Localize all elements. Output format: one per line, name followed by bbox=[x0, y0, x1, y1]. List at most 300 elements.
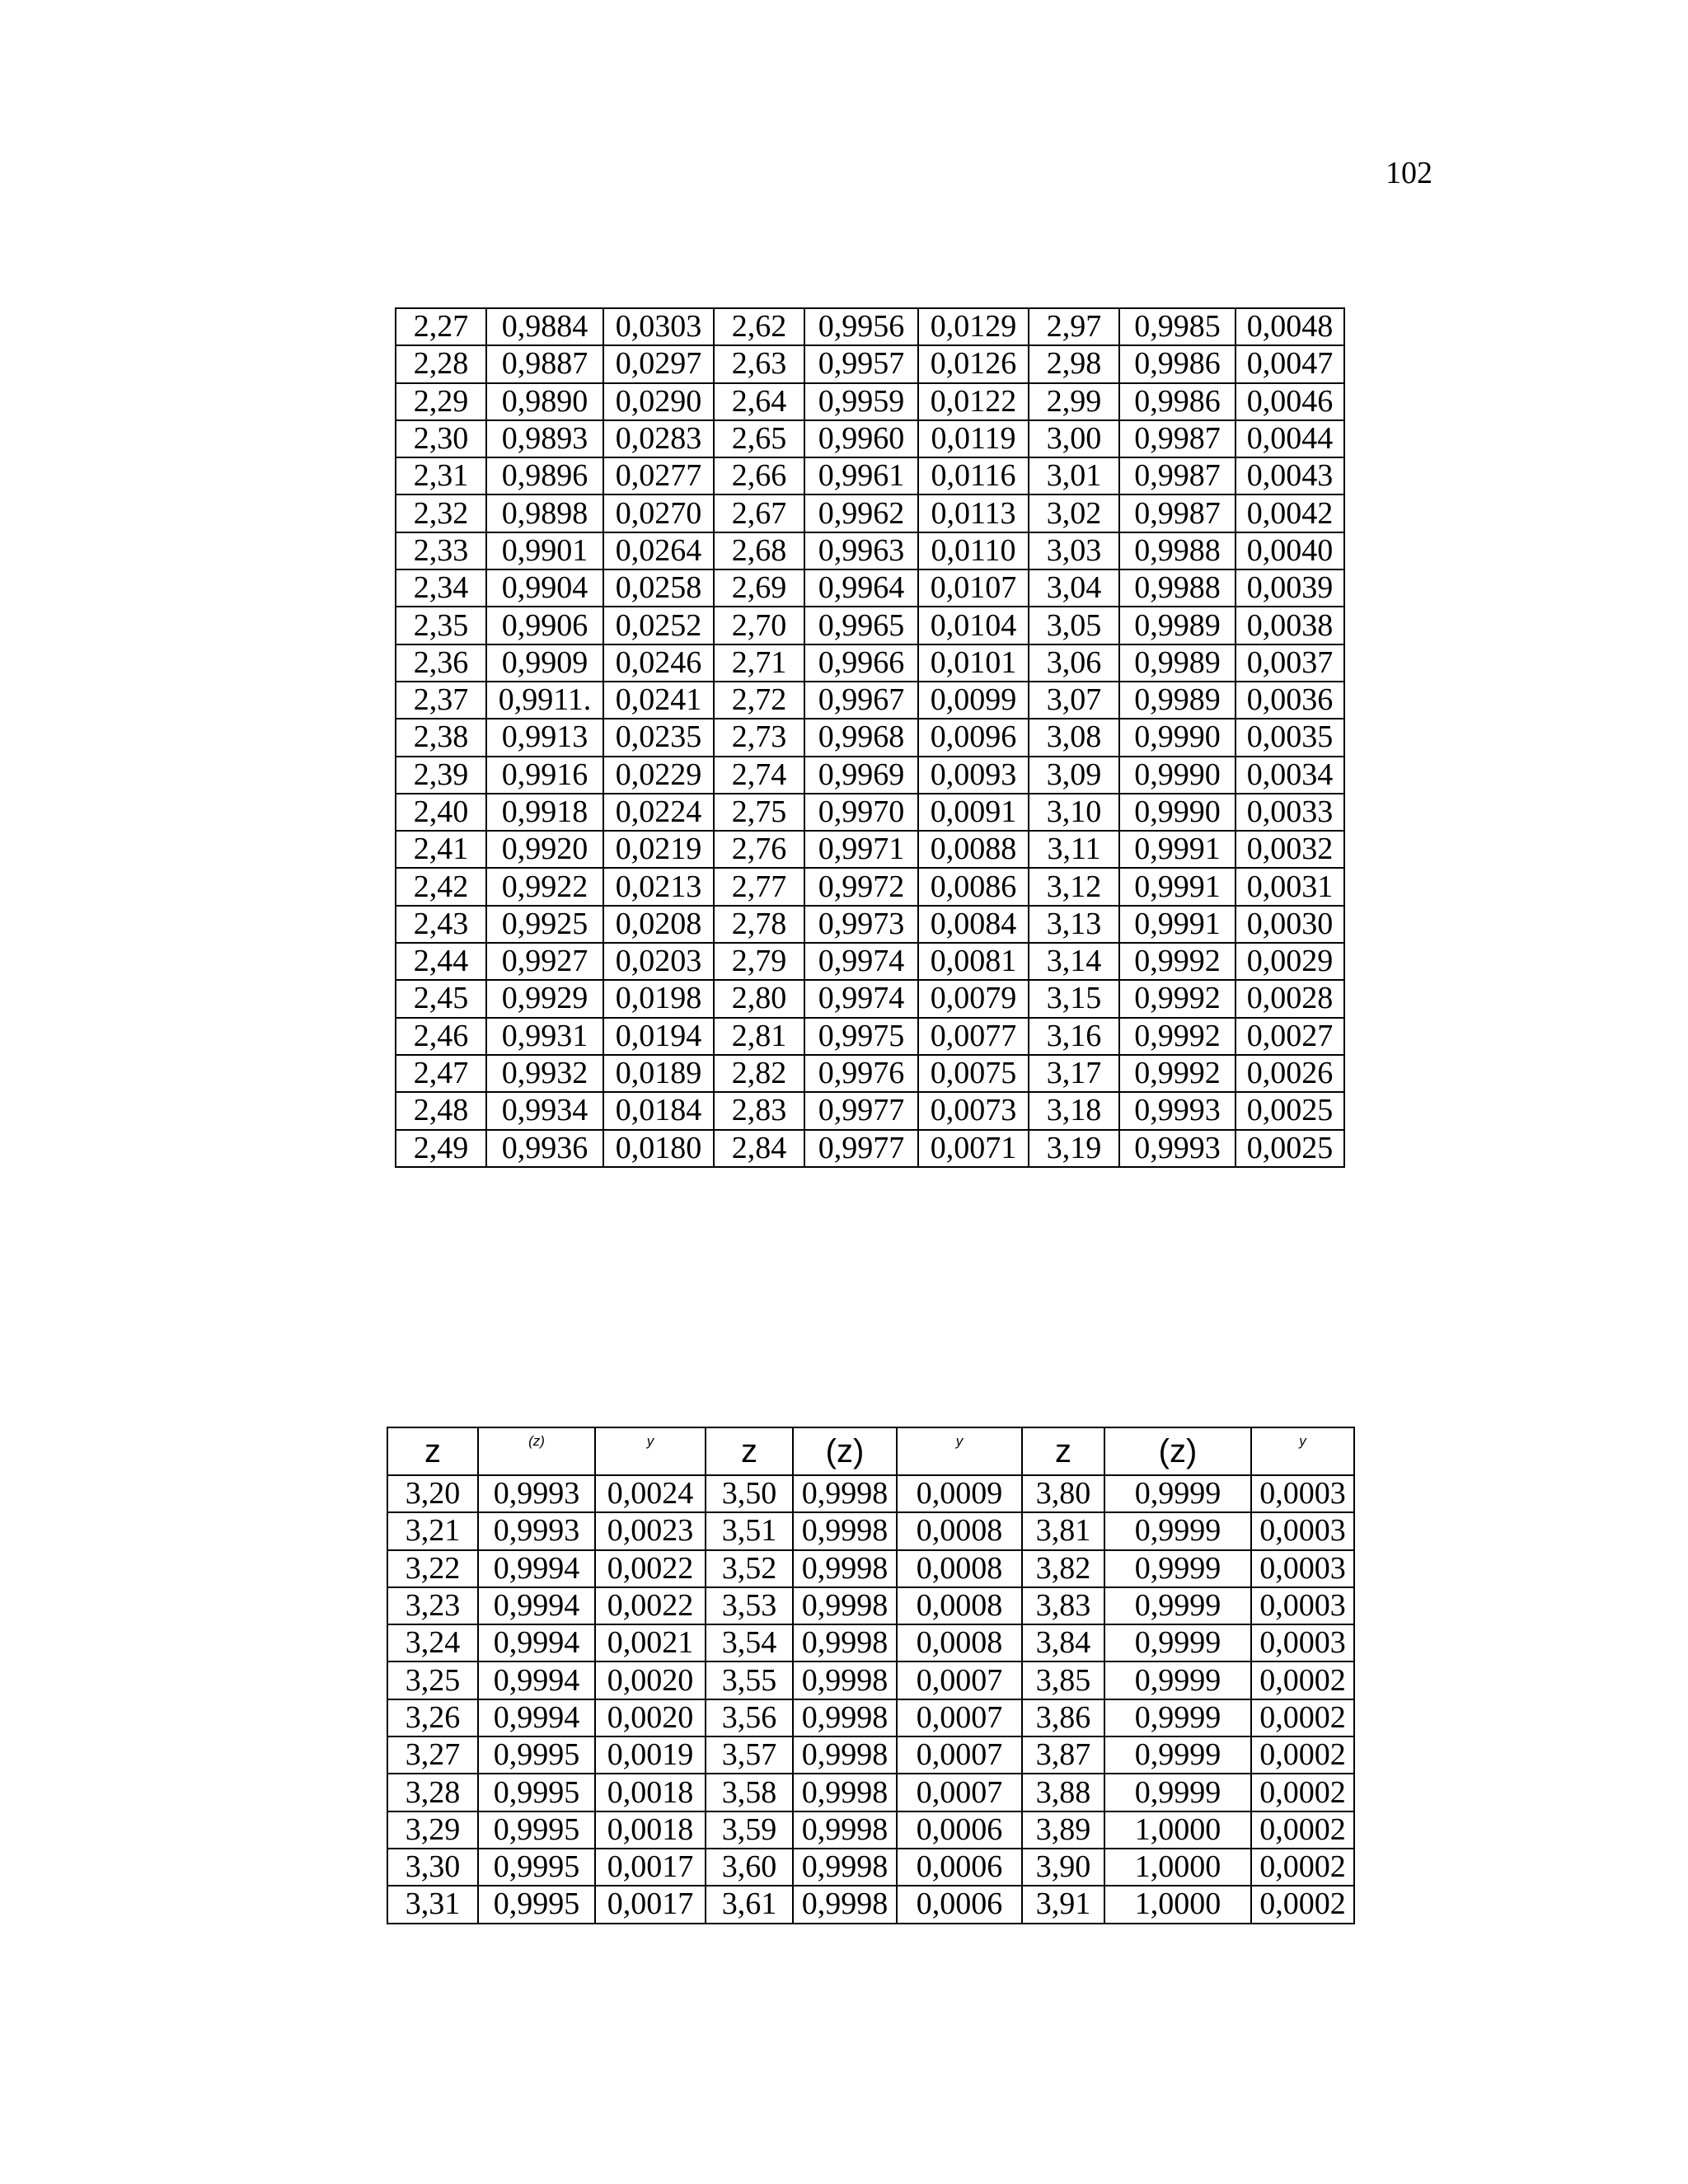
table-cell: 2,69 bbox=[714, 569, 804, 607]
table-cell: 0,0071 bbox=[918, 1130, 1029, 1167]
table-cell: 0,0024 bbox=[595, 1475, 706, 1512]
table-cell: 2,28 bbox=[396, 345, 486, 382]
table-cell: 0,0009 bbox=[897, 1475, 1022, 1512]
table-cell: 0,9998 bbox=[793, 1624, 897, 1661]
table-cell: 2,74 bbox=[714, 757, 804, 794]
table-cell: 0,0219 bbox=[603, 831, 714, 868]
table-cell: 0,0122 bbox=[918, 383, 1029, 420]
table-cell: 2,45 bbox=[396, 980, 486, 1017]
table-cell: 0,9992 bbox=[1119, 943, 1236, 980]
table-cell: 0,9970 bbox=[804, 794, 918, 831]
table-row bbox=[387, 1849, 1354, 1886]
table-cell: 3,30 bbox=[387, 1849, 478, 1886]
table-cell: 0,9998 bbox=[793, 1886, 897, 1923]
table-cell: 3,87 bbox=[1022, 1736, 1104, 1774]
header-phi-z: (z) bbox=[793, 1427, 897, 1475]
table-cell: 3,02 bbox=[1029, 494, 1119, 532]
table-cell: 0,9974 bbox=[804, 943, 918, 980]
table-cell: 0,0038 bbox=[1236, 607, 1344, 644]
table-cell: 2,66 bbox=[714, 457, 804, 494]
table-cell: 0,9990 bbox=[1119, 719, 1236, 756]
table-cell: 0,9991 bbox=[1119, 831, 1236, 868]
table-cell: 0,0213 bbox=[603, 868, 714, 905]
table-cell: 0,0021 bbox=[595, 1624, 706, 1661]
table-cell: 0,9998 bbox=[793, 1661, 897, 1699]
table-cell: 0,9998 bbox=[793, 1475, 897, 1512]
table-cell: 2,39 bbox=[396, 757, 486, 794]
table-cell: 0,0022 bbox=[595, 1550, 706, 1587]
table-cell: 0,0036 bbox=[1236, 682, 1344, 719]
header-z: z bbox=[387, 1427, 478, 1475]
table-cell: 0,9913 bbox=[486, 719, 603, 756]
table-cell: 0,9971 bbox=[804, 831, 918, 868]
table-cell: 3,17 bbox=[1029, 1055, 1119, 1092]
table-cell: 2,30 bbox=[396, 420, 486, 457]
table-cell: 0,0002 bbox=[1251, 1774, 1354, 1811]
table-cell: 0,9987 bbox=[1119, 420, 1236, 457]
table-row bbox=[396, 644, 1344, 682]
table-cell: 0,0099 bbox=[918, 682, 1029, 719]
table-cell: 0,0007 bbox=[897, 1661, 1022, 1699]
table-cell: 0,0283 bbox=[603, 420, 714, 457]
table-cell: 3,84 bbox=[1022, 1624, 1104, 1661]
table-cell: 2,41 bbox=[396, 831, 486, 868]
table-row bbox=[396, 906, 1344, 943]
table-cell: 3,27 bbox=[387, 1736, 478, 1774]
table-cell: 0,0002 bbox=[1251, 1811, 1354, 1849]
table-cell: 0,9989 bbox=[1119, 682, 1236, 719]
table-cell: 3,53 bbox=[706, 1587, 793, 1624]
table-cell: 0,9991 bbox=[1119, 868, 1236, 905]
table-row bbox=[396, 1055, 1344, 1092]
table-cell: 3,01 bbox=[1029, 457, 1119, 494]
table-cell: 1,0000 bbox=[1104, 1849, 1251, 1886]
table-cell: 3,20 bbox=[387, 1475, 478, 1512]
table-cell: 0,0018 bbox=[595, 1811, 706, 1849]
table-row bbox=[396, 1130, 1344, 1167]
table-row bbox=[396, 831, 1344, 868]
table-cell: 0,0044 bbox=[1236, 420, 1344, 457]
table-cell: 3,03 bbox=[1029, 532, 1119, 569]
table-cell: 0,0003 bbox=[1251, 1550, 1354, 1587]
table-cell: 0,0264 bbox=[603, 532, 714, 569]
table-cell: 3,18 bbox=[1029, 1092, 1119, 1129]
table-cell: 3,59 bbox=[706, 1811, 793, 1849]
table-cell: 2,38 bbox=[396, 719, 486, 756]
table-cell: 0,9985 bbox=[1119, 308, 1236, 345]
table-cell: 0,0033 bbox=[1236, 794, 1344, 831]
table-cell: 0,0032 bbox=[1236, 831, 1344, 868]
table-cell: 0,0003 bbox=[1251, 1624, 1354, 1661]
table-cell: 2,43 bbox=[396, 906, 486, 943]
table-cell: 0,9993 bbox=[1119, 1130, 1236, 1167]
table-cell: 0,9991 bbox=[1119, 906, 1236, 943]
table-cell: 0,9999 bbox=[1104, 1699, 1251, 1736]
table-cell: 0,0203 bbox=[603, 943, 714, 980]
table-cell: 3,81 bbox=[1022, 1512, 1104, 1549]
table-cell: 0,9993 bbox=[478, 1512, 595, 1549]
table-cell: 2,84 bbox=[714, 1130, 804, 1167]
table-cell: 0,0023 bbox=[595, 1512, 706, 1549]
table-cell: 0,0252 bbox=[603, 607, 714, 644]
table-cell: 0,0020 bbox=[595, 1661, 706, 1699]
table-cell: 0,9999 bbox=[1104, 1774, 1251, 1811]
table-cell: 0,9893 bbox=[486, 420, 603, 457]
table-cell: 3,25 bbox=[387, 1661, 478, 1699]
table-row bbox=[387, 1811, 1354, 1849]
table-row bbox=[387, 1587, 1354, 1624]
table-cell: 0,9927 bbox=[486, 943, 603, 980]
table-cell: 3,24 bbox=[387, 1624, 478, 1661]
table-cell: 0,9973 bbox=[804, 906, 918, 943]
table-cell: 0,0093 bbox=[918, 757, 1029, 794]
table-cell: 0,9932 bbox=[486, 1055, 603, 1092]
normal-distribution-table-upper bbox=[395, 307, 1345, 1168]
table-cell: 2,63 bbox=[714, 345, 804, 382]
table-cell: 0,0025 bbox=[1236, 1130, 1344, 1167]
table-cell: 0,0229 bbox=[603, 757, 714, 794]
table-cell: 0,0042 bbox=[1236, 494, 1344, 532]
table-cell: 3,56 bbox=[706, 1699, 793, 1736]
table-cell: 2,98 bbox=[1029, 345, 1119, 382]
page-number: 102 bbox=[1386, 156, 1432, 190]
table-cell: 2,44 bbox=[396, 943, 486, 980]
table-cell: 0,9999 bbox=[1104, 1475, 1251, 1512]
table-cell: 0,9994 bbox=[478, 1550, 595, 1587]
table-cell: 0,9974 bbox=[804, 980, 918, 1017]
table-cell: 3,90 bbox=[1022, 1849, 1104, 1886]
table-row bbox=[396, 1018, 1344, 1055]
table-cell: 3,16 bbox=[1029, 1018, 1119, 1055]
table-row bbox=[387, 1550, 1354, 1587]
table-cell: 0,0189 bbox=[603, 1055, 714, 1092]
table-cell: 2,65 bbox=[714, 420, 804, 457]
table-cell: 0,9965 bbox=[804, 607, 918, 644]
header-z: z bbox=[1022, 1427, 1104, 1475]
table-cell: 3,50 bbox=[706, 1475, 793, 1512]
table-cell: 0,0008 bbox=[897, 1624, 1022, 1661]
table-cell: 0,0025 bbox=[1236, 1092, 1344, 1129]
table-cell: 0,0119 bbox=[918, 420, 1029, 457]
table-cell: 3,08 bbox=[1029, 719, 1119, 756]
table-cell: 3,82 bbox=[1022, 1550, 1104, 1587]
table-cell: 0,9998 bbox=[793, 1774, 897, 1811]
table-cell: 2,97 bbox=[1029, 308, 1119, 345]
table-cell: 0,0006 bbox=[897, 1849, 1022, 1886]
table-cell: 3,26 bbox=[387, 1699, 478, 1736]
table-cell: 3,83 bbox=[1022, 1587, 1104, 1624]
table-cell: 0,0101 bbox=[918, 644, 1029, 682]
table-cell: 0,9962 bbox=[804, 494, 918, 532]
table-cell: 0,9906 bbox=[486, 607, 603, 644]
table-cell: 0,0003 bbox=[1251, 1475, 1354, 1512]
table-cell: 2,34 bbox=[396, 569, 486, 607]
table-cell: 3,19 bbox=[1029, 1130, 1119, 1167]
table-cell: 0,0008 bbox=[897, 1550, 1022, 1587]
table-cell: 0,9963 bbox=[804, 532, 918, 569]
table-cell: 0,9964 bbox=[804, 569, 918, 607]
table-cell: 0,9969 bbox=[804, 757, 918, 794]
table-cell: 0,0126 bbox=[918, 345, 1029, 382]
table-cell: 3,54 bbox=[706, 1624, 793, 1661]
table-cell: 3,58 bbox=[706, 1774, 793, 1811]
table-cell: 0,9995 bbox=[478, 1736, 595, 1774]
table-cell: 2,73 bbox=[714, 719, 804, 756]
table-cell: 0,9957 bbox=[804, 345, 918, 382]
table-cell: 0,9916 bbox=[486, 757, 603, 794]
table-cell: 2,27 bbox=[396, 308, 486, 345]
table-cell: 0,0297 bbox=[603, 345, 714, 382]
table-cell: 0,9993 bbox=[1119, 1092, 1236, 1129]
table-cell: 3,89 bbox=[1022, 1811, 1104, 1849]
table-cell: 0,9929 bbox=[486, 980, 603, 1017]
table-row bbox=[396, 569, 1344, 607]
table-cell: 2,71 bbox=[714, 644, 804, 682]
table-cell: 2,67 bbox=[714, 494, 804, 532]
table-cell: 3,07 bbox=[1029, 682, 1119, 719]
table-cell: 0,9959 bbox=[804, 383, 918, 420]
table-cell: 3,28 bbox=[387, 1774, 478, 1811]
table-cell: 0,0075 bbox=[918, 1055, 1029, 1092]
table-cell: 0,0027 bbox=[1236, 1018, 1344, 1055]
table-cell: 3,23 bbox=[387, 1587, 478, 1624]
table-cell: 0,9999 bbox=[1104, 1736, 1251, 1774]
table-cell: 0,0035 bbox=[1236, 719, 1344, 756]
table-cell: 0,0039 bbox=[1236, 569, 1344, 607]
table-cell: 0,0002 bbox=[1251, 1849, 1354, 1886]
table-cell: 0,9920 bbox=[486, 831, 603, 868]
table-cell: 0,9931 bbox=[486, 1018, 603, 1055]
table-cell: 0,9989 bbox=[1119, 644, 1236, 682]
table-cell: 0,9977 bbox=[804, 1130, 918, 1167]
table-cell: 2,72 bbox=[714, 682, 804, 719]
table-cell: 3,52 bbox=[706, 1550, 793, 1587]
table-row bbox=[387, 1624, 1354, 1661]
table-cell: 2,68 bbox=[714, 532, 804, 569]
table-cell: 0,9990 bbox=[1119, 794, 1236, 831]
table-cell: 0,0002 bbox=[1251, 1661, 1354, 1699]
table-cell: 0,9987 bbox=[1119, 494, 1236, 532]
table-cell: 0,9887 bbox=[486, 345, 603, 382]
table-cell: 0,9992 bbox=[1119, 1018, 1236, 1055]
table-cell: 0,0003 bbox=[1251, 1587, 1354, 1624]
table-cell: 0,0270 bbox=[603, 494, 714, 532]
table-cell: 0,9988 bbox=[1119, 569, 1236, 607]
table-cell: 0,9918 bbox=[486, 794, 603, 831]
table-cell: 0,0107 bbox=[918, 569, 1029, 607]
table-cell: 0,9999 bbox=[1104, 1587, 1251, 1624]
table-2-body bbox=[387, 1475, 1354, 1924]
table-cell: 0,0034 bbox=[1236, 757, 1344, 794]
table-cell: 3,06 bbox=[1029, 644, 1119, 682]
header-y: y bbox=[1251, 1427, 1354, 1475]
table-cell: 3,91 bbox=[1022, 1886, 1104, 1923]
table-cell: 0,0235 bbox=[603, 719, 714, 756]
table-cell: 3,57 bbox=[706, 1736, 793, 1774]
table-cell: 0,9972 bbox=[804, 868, 918, 905]
table-cell: 0,0184 bbox=[603, 1092, 714, 1129]
table-cell: 0,9922 bbox=[486, 868, 603, 905]
table-cell: 2,99 bbox=[1029, 383, 1119, 420]
table-cell: 0,9967 bbox=[804, 682, 918, 719]
table-cell: 0,0002 bbox=[1251, 1736, 1354, 1774]
table-cell: 2,82 bbox=[714, 1055, 804, 1092]
table-cell: 3,29 bbox=[387, 1811, 478, 1849]
table-cell: 0,9995 bbox=[478, 1886, 595, 1923]
table-cell: 1,0000 bbox=[1104, 1811, 1251, 1849]
table-cell: 2,29 bbox=[396, 383, 486, 420]
table-cell: 0,9987 bbox=[1119, 457, 1236, 494]
table-cell: 0,0006 bbox=[897, 1811, 1022, 1849]
table-cell: 0,9909 bbox=[486, 644, 603, 682]
table-cell: 0,0002 bbox=[1251, 1699, 1354, 1736]
table-cell: 3,85 bbox=[1022, 1661, 1104, 1699]
table-cell: 2,33 bbox=[396, 532, 486, 569]
table-row bbox=[396, 794, 1344, 831]
table-cell: 0,0290 bbox=[603, 383, 714, 420]
table-cell: 2,42 bbox=[396, 868, 486, 905]
table-cell: 0,0040 bbox=[1236, 532, 1344, 569]
table-cell: 0,9993 bbox=[478, 1475, 595, 1512]
table-cell: 0,9999 bbox=[1104, 1512, 1251, 1549]
table-cell: 3,21 bbox=[387, 1512, 478, 1549]
table-cell: 2,40 bbox=[396, 794, 486, 831]
table-row bbox=[396, 383, 1344, 420]
table-cell: 2,62 bbox=[714, 308, 804, 345]
table-cell: 3,31 bbox=[387, 1886, 478, 1923]
table-cell: 0,9904 bbox=[486, 569, 603, 607]
table-cell: 0,0084 bbox=[918, 906, 1029, 943]
table-cell: 0,9896 bbox=[486, 457, 603, 494]
table-cell: 0,9998 bbox=[793, 1736, 897, 1774]
table-cell: 0,0073 bbox=[918, 1092, 1029, 1129]
table-cell: 0,9986 bbox=[1119, 345, 1236, 382]
table-cell: 0,0017 bbox=[595, 1886, 706, 1923]
table-cell: 2,64 bbox=[714, 383, 804, 420]
table-cell: 2,49 bbox=[396, 1130, 486, 1167]
table-cell: 0,9999 bbox=[1104, 1550, 1251, 1587]
table-cell: 0,9911. bbox=[486, 682, 603, 719]
table-cell: 0,0026 bbox=[1236, 1055, 1344, 1092]
table-cell: 3,04 bbox=[1029, 569, 1119, 607]
table-cell: 3,10 bbox=[1029, 794, 1119, 831]
table-cell: 0,9986 bbox=[1119, 383, 1236, 420]
table-cell: 0,0224 bbox=[603, 794, 714, 831]
table-cell: 2,83 bbox=[714, 1092, 804, 1129]
table-cell: 2,80 bbox=[714, 980, 804, 1017]
table-cell: 0,9989 bbox=[1119, 607, 1236, 644]
table-cell: 0,0303 bbox=[603, 308, 714, 345]
header-y: y bbox=[595, 1427, 706, 1475]
table-cell: 0,9999 bbox=[1104, 1661, 1251, 1699]
table-cell: 0,0116 bbox=[918, 457, 1029, 494]
table-cell: 0,9961 bbox=[804, 457, 918, 494]
table-cell: 0,9898 bbox=[486, 494, 603, 532]
table-cell: 0,9968 bbox=[804, 719, 918, 756]
table-cell: 1,0000 bbox=[1104, 1886, 1251, 1923]
table-cell: 0,9988 bbox=[1119, 532, 1236, 569]
table-cell: 0,0018 bbox=[595, 1774, 706, 1811]
table-cell: 3,05 bbox=[1029, 607, 1119, 644]
table-cell: 0,0079 bbox=[918, 980, 1029, 1017]
table-cell: 0,0047 bbox=[1236, 345, 1344, 382]
table-cell: 0,0194 bbox=[603, 1018, 714, 1055]
table-row bbox=[387, 1699, 1354, 1736]
table-cell: 0,9998 bbox=[793, 1587, 897, 1624]
table-cell: 3,15 bbox=[1029, 980, 1119, 1017]
table-cell: 0,9936 bbox=[486, 1130, 603, 1167]
table-cell: 0,0129 bbox=[918, 308, 1029, 345]
table-cell: 0,0003 bbox=[1251, 1512, 1354, 1549]
table-row bbox=[396, 1092, 1344, 1129]
table-cell: 3,12 bbox=[1029, 868, 1119, 905]
table-cell: 0,0110 bbox=[918, 532, 1029, 569]
table-row bbox=[396, 868, 1344, 905]
table-cell: 0,0088 bbox=[918, 831, 1029, 868]
table-cell: 0,9999 bbox=[1104, 1624, 1251, 1661]
table-row bbox=[387, 1774, 1354, 1811]
table-cell: 3,60 bbox=[706, 1849, 793, 1886]
table-cell: 0,0020 bbox=[595, 1699, 706, 1736]
table-row bbox=[396, 607, 1344, 644]
table-row bbox=[396, 757, 1344, 794]
table-cell: 0,9890 bbox=[486, 383, 603, 420]
table-cell: 2,46 bbox=[396, 1018, 486, 1055]
table-cell: 3,88 bbox=[1022, 1774, 1104, 1811]
table-cell: 0,0043 bbox=[1236, 457, 1344, 494]
table-cell: 3,61 bbox=[706, 1886, 793, 1923]
table-cell: 3,80 bbox=[1022, 1475, 1104, 1512]
table-cell: 3,22 bbox=[387, 1550, 478, 1587]
table-row bbox=[387, 1475, 1354, 1512]
table-row bbox=[387, 1661, 1354, 1699]
table-cell: 2,48 bbox=[396, 1092, 486, 1129]
table-cell: 0,9975 bbox=[804, 1018, 918, 1055]
table-cell: 0,0086 bbox=[918, 868, 1029, 905]
table-cell: 0,9995 bbox=[478, 1849, 595, 1886]
table-cell: 0,9966 bbox=[804, 644, 918, 682]
table-row bbox=[396, 980, 1344, 1017]
table-cell: 0,9995 bbox=[478, 1811, 595, 1849]
table-cell: 3,14 bbox=[1029, 943, 1119, 980]
table-cell: 0,0006 bbox=[897, 1886, 1022, 1923]
table-cell: 0,0077 bbox=[918, 1018, 1029, 1055]
table-cell: 0,0028 bbox=[1236, 980, 1344, 1017]
table-row bbox=[396, 308, 1344, 345]
table-cell: 0,0091 bbox=[918, 794, 1029, 831]
table-row bbox=[396, 719, 1344, 756]
table-cell: 0,9977 bbox=[804, 1092, 918, 1129]
table-cell: 0,9901 bbox=[486, 532, 603, 569]
table-cell: 0,9976 bbox=[804, 1055, 918, 1092]
table-cell: 0,9998 bbox=[793, 1849, 897, 1886]
table-cell: 0,0008 bbox=[897, 1587, 1022, 1624]
table-cell: 0,0029 bbox=[1236, 943, 1344, 980]
table-cell: 2,32 bbox=[396, 494, 486, 532]
table-cell: 0,0258 bbox=[603, 569, 714, 607]
table-cell: 3,11 bbox=[1029, 831, 1119, 868]
table-cell: 0,9992 bbox=[1119, 1055, 1236, 1092]
table-2-header-row bbox=[387, 1427, 1354, 1475]
table-cell: 2,77 bbox=[714, 868, 804, 905]
table-row bbox=[396, 943, 1344, 980]
table-row bbox=[396, 494, 1344, 532]
table-cell: 0,0104 bbox=[918, 607, 1029, 644]
table-cell: 0,0277 bbox=[603, 457, 714, 494]
normal-distribution-table-lower bbox=[387, 1427, 1355, 1924]
table-cell: 0,0113 bbox=[918, 494, 1029, 532]
table-cell: 3,13 bbox=[1029, 906, 1119, 943]
